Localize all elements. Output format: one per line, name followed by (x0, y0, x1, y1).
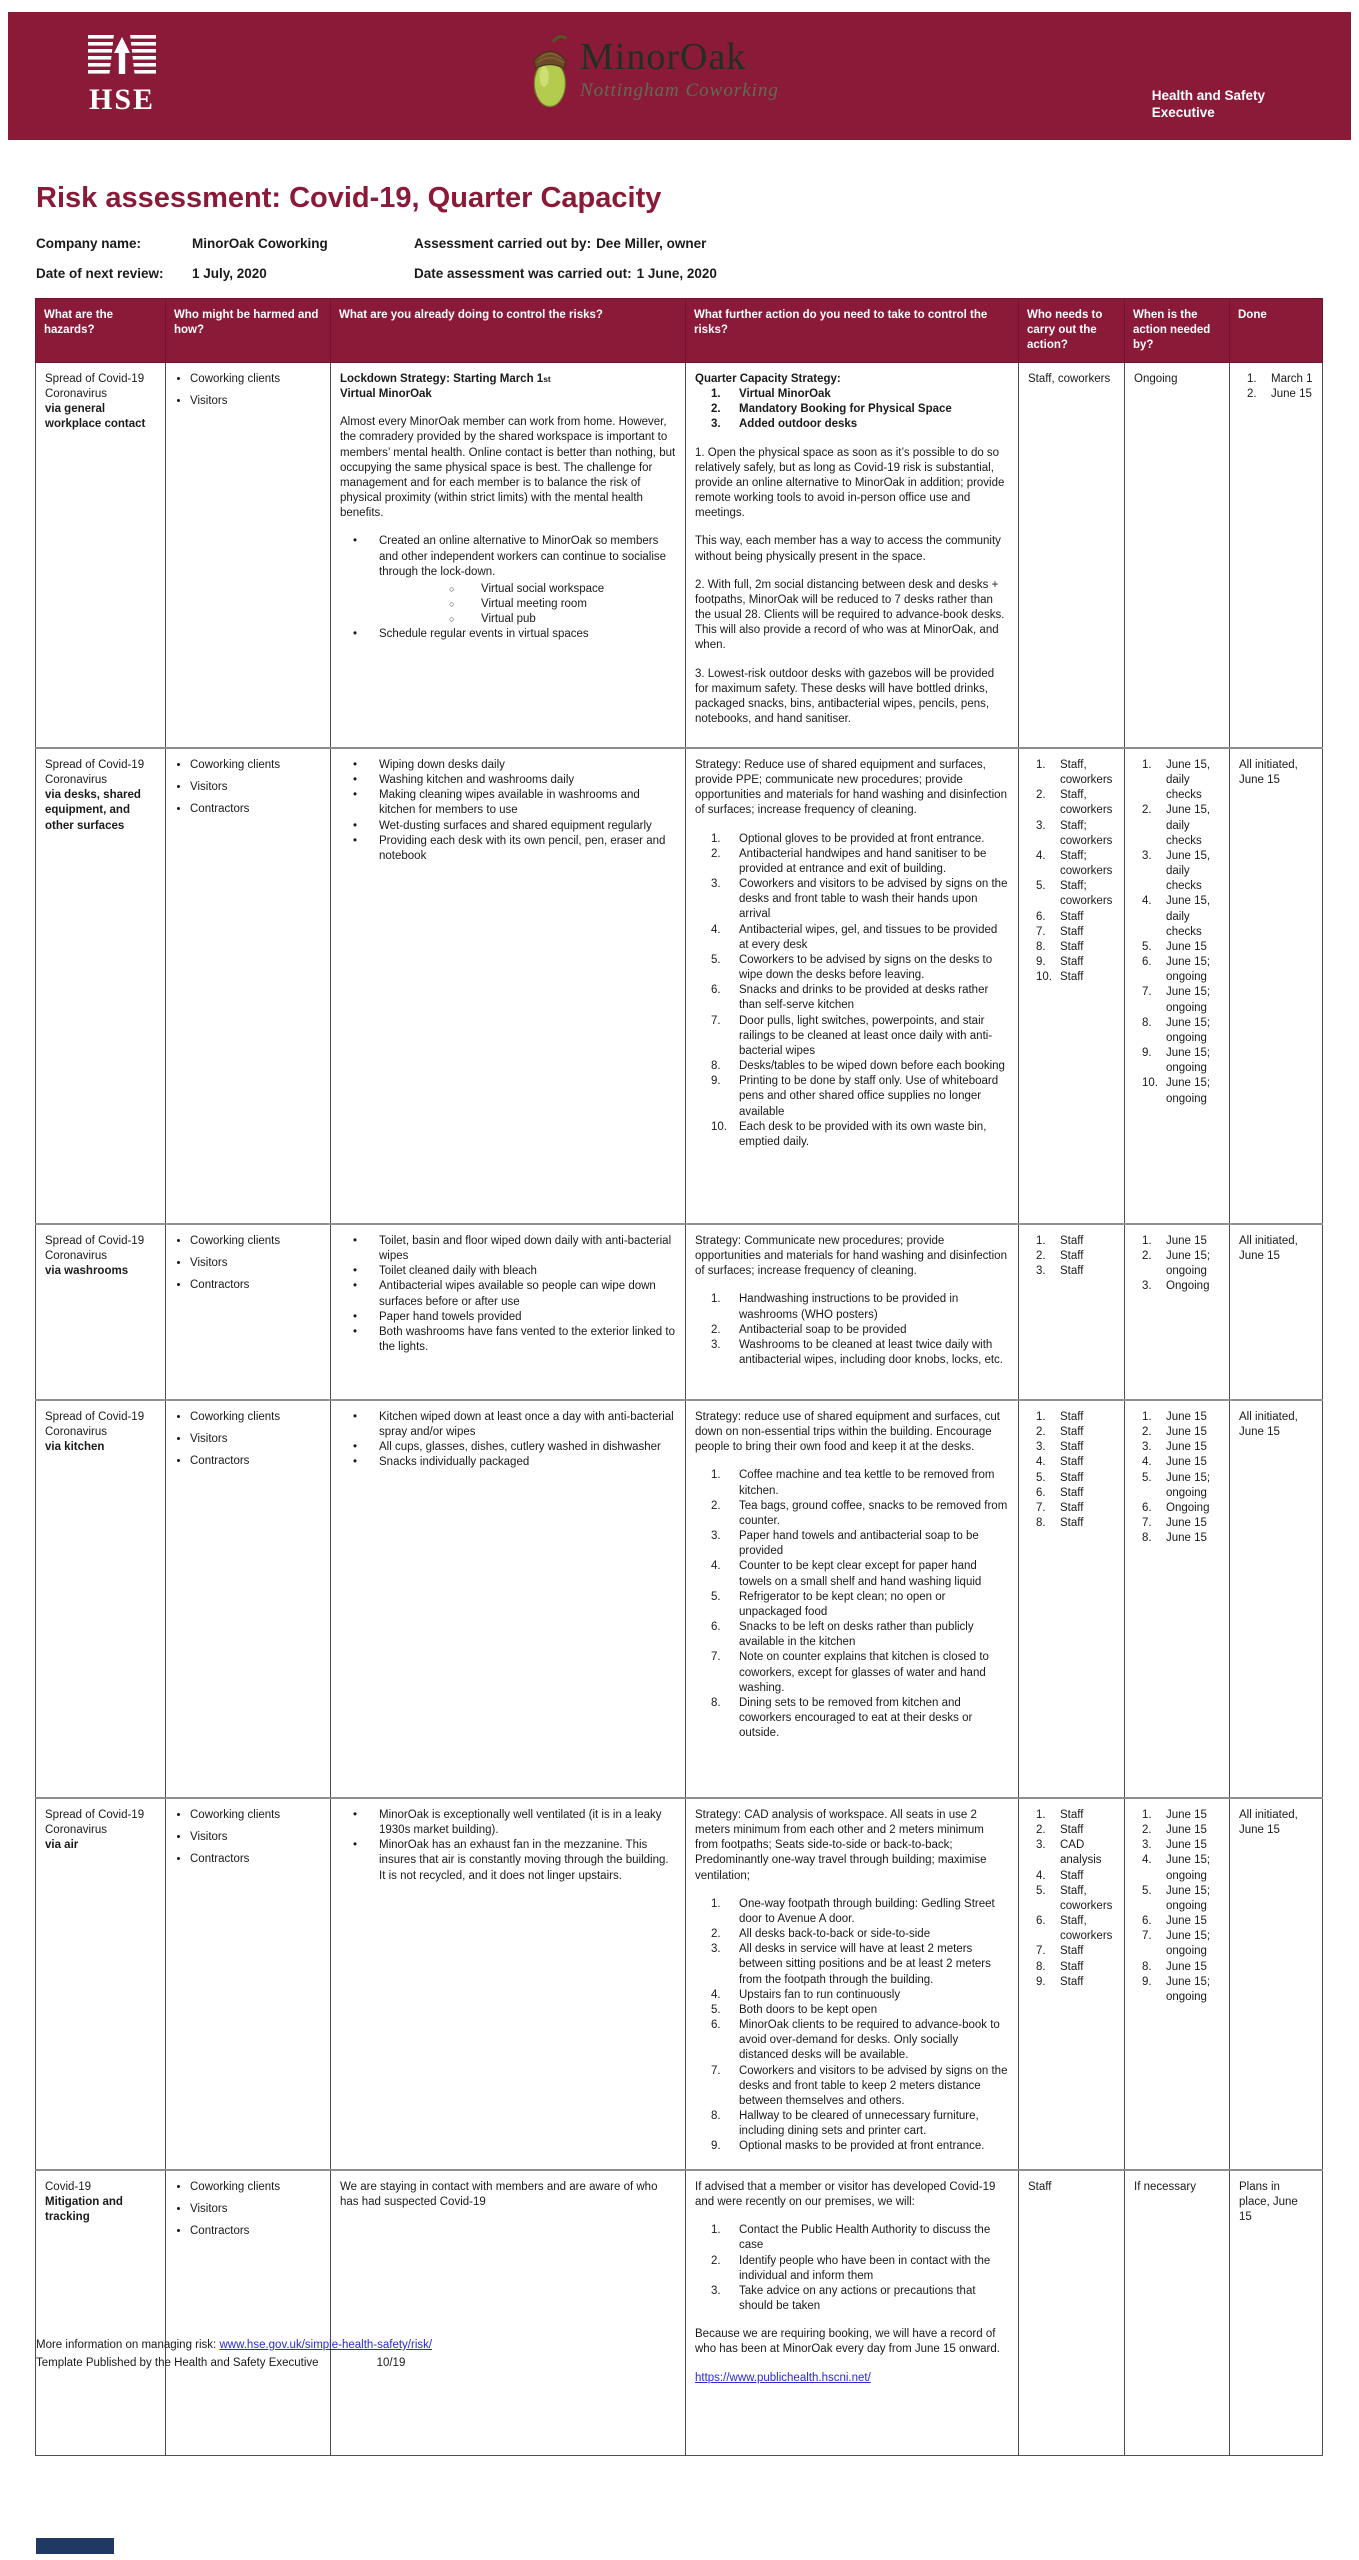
list-item: • Contractors (190, 1454, 321, 1469)
cell-further-actions (686, 748, 1019, 1224)
list-item: Staff, coworkers (1060, 1884, 1113, 1912)
list-item: One-way footpath through building: Gedling Street door to Avenue A door. (739, 1897, 995, 1925)
assessor-label: Assessment carried out by: (414, 236, 592, 251)
list-item: June 15, daily checks (1166, 849, 1211, 893)
cell-action-owner (1019, 1400, 1125, 1798)
paragraph: Ongoing (1134, 372, 1178, 385)
assessment-meta (36, 236, 717, 296)
cell-further-actions (686, 362, 1019, 748)
hazard-emphasis: via air (45, 1839, 79, 1852)
cell-who-harmed (166, 1224, 331, 1400)
list-item: Staff (1060, 1410, 1084, 1423)
cell-existing-controls (331, 748, 686, 1224)
list-item: Dining sets to be removed from kitchen and coworkers encouraged to eat at their desks or outside. (739, 1696, 973, 1740)
list-item: Staff; coworkers (1060, 880, 1113, 908)
minoroak-logo-text (580, 32, 779, 102)
list-item: • Coworking clients (190, 1410, 321, 1425)
cell-further-actions (686, 1798, 1019, 2170)
list-item: Ongoing (1166, 1501, 1210, 1514)
paragraph: Plans in place, June 15 (1239, 2180, 1298, 2224)
page-title: Risk assessment: Covid-19, Quarter Capacity (36, 182, 662, 214)
list-item: • Coworking clients (190, 1808, 321, 1823)
numbered-list (1028, 1234, 1115, 1280)
paragraph: Almost every MinorOak member can work from home. However, the comradery provided by the shared workspace is important to members’ mental health. Online contact is better than nothing, but occupying the same physical space is best. The challenge for management and for each member is to balance the risk of physical proximity (within strict limits) with the mental health benefits. (340, 416, 676, 520)
bullet-list (340, 534, 676, 642)
list-item: • Schedule regular events in virtual spaces (353, 627, 676, 642)
list-item: Coworkers to be advised by signs on the desks to wipe down the desks before leaving. (739, 953, 993, 982)
list-item: June 15 (1271, 387, 1312, 400)
paragraph: This way, each member has a way to access the community without being physically present in the space. (695, 535, 1001, 563)
list-item: • Contractors (190, 2224, 321, 2239)
table-row (36, 2170, 1323, 2456)
list-item: • Visitors (190, 2202, 321, 2217)
paragraph: 3. Lowest-risk outdoor desks with gazebos will be provided for maximum safety. These desks will have bottled drinks, packaged snacks, bins, antibacterial wipes, pencils, pens, notebooks, and hand sanitiser. (695, 667, 995, 726)
cell-further-actions (686, 2170, 1019, 2456)
cell-deadline (1125, 2170, 1230, 2456)
numbered-list (1134, 1410, 1220, 1547)
list-item: Staff (1060, 1456, 1084, 1469)
list-item: Staff (1060, 1425, 1084, 1438)
minoroak-logo-title: MinorOak (580, 36, 747, 78)
list-item: Added outdoor desks (739, 418, 858, 431)
numbered-list (695, 387, 1009, 433)
list-item: Snacks and drinks to be provided at desks rather than self-serve kitchen (739, 984, 989, 1012)
list-item: Staff; coworkers (1060, 849, 1113, 878)
hazard-text: Spread of Covid-19 Coronavirus (45, 1234, 145, 1262)
list-item: • Visitors (190, 1830, 321, 1845)
cell-existing-controls (331, 1798, 686, 2170)
footer-template-text: Template Published by the Health and Safety Executive (36, 2357, 319, 2370)
hazard-text: Covid-19 (45, 2180, 92, 2193)
list-item: June 15 (1166, 1915, 1207, 1928)
cell-action-owner (1019, 1798, 1125, 2170)
list-item: Staff (1060, 1265, 1084, 1278)
hse-risk-link[interactable]: www.hse.gov.uk/simple-health-safety/risk/ (219, 2339, 433, 2351)
list-item: • Wiping down desks daily (353, 758, 676, 773)
list-item: June 15; ongoing (1166, 1249, 1211, 1278)
paragraph: Staff (1028, 2180, 1052, 2193)
list-item: • Toilet, basin and floor wiped down daily with anti-bacterial wipes (353, 1234, 676, 1264)
cell-hazards (36, 1400, 166, 1798)
list-item: Antibacterial soap to be provided (739, 1323, 907, 1336)
cell-action-owner (1019, 2170, 1125, 2456)
cell-who-harmed (166, 362, 331, 748)
list-item: Staff (1060, 940, 1084, 953)
next-review-value: 1 July, 2020 (192, 266, 267, 281)
list-item: Staff (1060, 925, 1084, 938)
hse-logo-text: HSE (88, 83, 156, 116)
list-item: CAD analysis (1060, 1839, 1102, 1867)
table-row (36, 1798, 1323, 2170)
list-item: • Visitors (190, 1256, 321, 1271)
list-item: June 15; ongoing (1166, 986, 1211, 1014)
table-row (36, 362, 1323, 748)
paragraph: Staff, coworkers (1028, 372, 1111, 385)
cell-deadline (1125, 362, 1230, 748)
list-item: • Coworking clients (190, 2180, 321, 2195)
cell-existing-controls (331, 1224, 686, 1400)
list-item: June 15 (1166, 1410, 1207, 1423)
cell-existing-controls (331, 362, 686, 748)
list-item: • Toilet cleaned daily with bleach (353, 1264, 676, 1279)
list-item: June 15 (1166, 1808, 1207, 1821)
header-banner (8, 12, 1351, 140)
minoroak-logo (528, 32, 779, 112)
hazard-emphasis: via general workplace contact (45, 403, 146, 431)
list-item: Staff (1060, 1501, 1084, 1514)
strategy-heading: Lockdown Strategy: Starting March 1st Virtual MinorOak (340, 372, 551, 400)
list-item: Staff (1060, 1945, 1084, 1958)
cell-action-owner (1019, 362, 1125, 748)
numbered-list (695, 1292, 1009, 1368)
col-header-hazards: What are the hazards? (36, 299, 166, 363)
cell-action-owner (1019, 748, 1125, 1224)
list-item: Staff (1060, 1808, 1084, 1821)
list-item: Take advice on any actions or precautions that should be taken (739, 2284, 976, 2313)
list-item: June 15 (1166, 1517, 1207, 1530)
list-item: Staff (1060, 971, 1084, 984)
footer-more-info-label: More information on managing risk: (36, 2339, 220, 2351)
list-item: June 15; ongoing (1166, 1047, 1211, 1075)
list-item: Printing to be done by staff only. Use of whiteboard pens and other shared office supplies no longer available (739, 1075, 999, 1118)
list-item: Handwashing instructions to be provided in washrooms (WHO posters) (739, 1293, 959, 1321)
list-item: June 15, daily checks (1166, 758, 1211, 802)
paragraph: All initiated, June 15 (1239, 1234, 1298, 1262)
hazard-text: Spread of Covid-19 Coronavirus (45, 1808, 145, 1836)
harmed-list (175, 1808, 321, 1868)
paragraph: If necessary (1134, 2180, 1196, 2193)
list-item: Staff, coworkers (1060, 789, 1113, 817)
list-item: Virtual MinorOak (739, 387, 831, 400)
list-item: June 15; ongoing (1166, 1854, 1211, 1882)
meta-row-2 (36, 266, 717, 281)
list-item: Snacks to be left on desks rather than publicly available in the kitchen (739, 1621, 974, 1649)
hazard-emphasis: Mitigation and tracking (45, 2195, 123, 2224)
list-item: June 15 (1166, 1234, 1207, 1247)
numbered-list (695, 2223, 1009, 2314)
footer-template-date: 10/19 (376, 2357, 406, 2370)
list-item: Coworkers and visitors to be advised by signs on the desks and front table to wash their hands upon arrival (739, 878, 1008, 921)
cell-deadline (1125, 1400, 1230, 1798)
footer-template-line (36, 2354, 432, 2372)
list-item: June 15; ongoing (1166, 1471, 1211, 1499)
bullet-list (340, 758, 676, 864)
footer (36, 2336, 432, 2373)
cell-who-harmed (166, 748, 331, 1224)
hazard-emphasis: via kitchen (45, 1441, 105, 1454)
numbered-list (695, 1468, 1009, 1741)
list-item: Optional masks to be provided at front entrance. (739, 2140, 985, 2153)
list-item: • Coworking clients (190, 1234, 321, 1249)
numbered-list (695, 1897, 1009, 2155)
meta-row-1 (36, 236, 717, 251)
hazard-text: Spread of Covid-19 Coronavirus (45, 1410, 145, 1438)
bullet-list (340, 1234, 676, 1355)
paragraph: 2. With full, 2m social distancing between desk and desks + footpaths, MinorOak will be reduced to 7 desks rather than the usual 28. Clients will be required to advance-book desks. This will also provide a record of who was at MinorOak, and when. (695, 578, 1005, 652)
list-item: Antibacterial handwipes and hand sanitiser to be provided at entrance and exit of building. (739, 847, 987, 875)
list-item: June 15; ongoing (1166, 1016, 1211, 1044)
cell-hazards (36, 2170, 166, 2456)
list-item: • Kitchen wiped down at least once a day with anti-bacterial spray and/or wipes (353, 1410, 676, 1440)
cell-done (1230, 1798, 1323, 2170)
paragraph: 1. Open the physical space as soon as it’s possible to do so relatively safely, but as long as Covid-19 risk is substantial, provide an online alternative to MinorOak in addition; provide remote working tools to avoid in-person office use and meetings. (695, 446, 1005, 520)
acorn-icon (528, 32, 574, 112)
list-item: • Visitors (190, 1432, 321, 1447)
list-item: Staff (1060, 1486, 1084, 1499)
list-item: Staff, coworkers (1060, 758, 1113, 786)
list-item: ○ Virtual pub (449, 612, 676, 627)
numbered-list (1134, 1234, 1220, 1295)
list-item: • Antibacterial wipes available so people can wipe down surfaces before or after use (353, 1279, 676, 1309)
public-health-link[interactable]: https://www.publichealth.hscni.net/ (695, 2371, 871, 2384)
list-item: • All cups, glasses, dishes, cutlery washed in dishwasher (353, 1440, 676, 1455)
list-item: Each desk to be provided with its own waste bin, emptied daily. (739, 1120, 987, 1148)
list-item: • Providing each desk with its own pencil, pen, eraser and notebook (353, 834, 676, 864)
list-item: • Making cleaning wipes available in washrooms and kitchen for members to use (353, 788, 676, 818)
list-item: June 15 (1166, 1425, 1207, 1438)
list-item: Antibacterial wipes, gel, and tissues to be provided at every desk (739, 923, 998, 951)
cell-hazards (36, 1224, 166, 1400)
table-row (36, 1224, 1323, 1400)
cell-done (1230, 2170, 1323, 2456)
list-item: Note on counter explains that kitchen is closed to coworkers, except for glasses of water and hand washing. (739, 1651, 989, 1694)
list-item: Staff (1060, 910, 1084, 923)
list-item: • Visitors (190, 394, 321, 409)
col-header-action-owner: Who needs to carry out the action? (1019, 299, 1125, 363)
cell-hazards (36, 1798, 166, 2170)
company-name-value: MinorOak Coworking (192, 236, 328, 251)
col-header-further-action: What further action do you need to take to control the risks? (686, 299, 1019, 363)
paragraph: If advised that a member or visitor has developed Covid-19 and were recently on our premises, we will: (695, 2180, 996, 2208)
cell-further-actions (686, 1400, 1019, 1798)
cell-done (1230, 362, 1323, 748)
list-item: • Coworking clients (190, 372, 321, 387)
list-item: • MinorOak has an exhaust fan in the mezzanine. This insures that air is constantly moving through the building. It is not recycled, and it does not linger upstairs. (353, 1838, 676, 1884)
list-item: • Paper hand towels provided (353, 1310, 676, 1325)
list-item: March 1 (1271, 372, 1313, 385)
hazard-text: Spread of Covid-19 Coronavirus (45, 758, 145, 786)
list-item: • Contractors (190, 802, 321, 817)
numbered-list (1134, 1808, 1220, 2005)
list-item: Paper hand towels and antibacterial soap to be provided (739, 1530, 979, 1558)
list-item: June 15, daily checks (1166, 895, 1211, 938)
list-item: • Washing kitchen and washrooms daily (353, 773, 676, 788)
list-item: All desks back-to-back or side-to-side (739, 1928, 931, 1941)
strategy-heading: Quarter Capacity Strategy: (695, 372, 841, 385)
list-item: Staff (1060, 1471, 1084, 1484)
risk-assessment-table (35, 298, 1323, 2456)
cell-hazards (36, 748, 166, 1224)
paragraph: Because we are requiring booking, we will have a record of who has been at MinorOak every day from June 15 onward. (695, 2328, 1000, 2356)
hse-brand-line1: Health and Safety (1151, 87, 1265, 103)
list-item: • Contractors (190, 1278, 321, 1293)
list-item: Optional gloves to be provided at front entrance. (739, 832, 985, 845)
bullet-list (340, 1808, 676, 1884)
list-item: Both doors to be kept open (739, 2003, 878, 2016)
cell-who-harmed (166, 2170, 331, 2456)
table-row (36, 748, 1323, 1224)
list-item: Staff (1060, 1517, 1084, 1530)
list-item: Staff; coworkers (1060, 819, 1113, 847)
paragraph: Strategy: Communicate new procedures; provide opportunities and materials for hand washing and disinfection of surfaces; increase frequency of cleaning. (695, 1234, 1007, 1278)
list-item: June 15, daily checks (1166, 804, 1211, 847)
list-item: Desks/tables to be wiped down before each booking (739, 1060, 1005, 1073)
list-item: Staff (1060, 956, 1084, 969)
paragraph: We are staying in contact with members and are aware of who has had suspected Covid-19 (340, 2180, 658, 2208)
list-item: • Visitors (190, 780, 321, 795)
cell-done (1230, 1400, 1323, 1798)
cell-who-harmed (166, 1798, 331, 2170)
list-item: June 15 (1166, 1823, 1207, 1836)
list-item: ○ Virtual social workspace (449, 582, 676, 597)
list-item: Identify people who have been in contact with the individual and inform them (739, 2254, 991, 2282)
list-item: June 15 (1166, 1960, 1207, 1973)
list-item: Washrooms to be cleaned at least twice daily with antibacterial wipes, including door knobs, locks, etc. (739, 1338, 1004, 1367)
col-header-deadline: When is the action needed by? (1125, 299, 1230, 363)
list-item: Staff (1060, 1869, 1084, 1882)
list-item: Upstairs fan to run continuously (739, 1988, 901, 2001)
harmed-list (175, 2180, 321, 2240)
list-item: Tea bags, ground coffee, snacks to be removed from counter. (739, 1499, 1008, 1527)
cell-deadline (1125, 1224, 1230, 1400)
list-item: Door pulls, light switches, powerpoints, and stair railings to be cleaned at least once daily with anti-bacterial wipes (739, 1014, 993, 1057)
list-item: MinorOak clients to be required to advance-book to avoid over-demand for desks. Only socially distanced desks will be available. (739, 2019, 1000, 2062)
sub-bullet-list (379, 582, 676, 628)
list-item: Staff (1060, 1823, 1084, 1836)
col-header-harmed: Who might be harmed and how? (166, 299, 331, 363)
numbered-list (1028, 1808, 1115, 1990)
list-item: June 15; ongoing (1166, 956, 1211, 984)
list-item: June 15 (1166, 1456, 1207, 1469)
cell-action-owner (1019, 1224, 1125, 1400)
hazard-emphasis: via washrooms (45, 1265, 129, 1278)
list-item: Staff, coworkers (1060, 1915, 1113, 1943)
list-item: • MinorOak is exceptionally well ventilated (it is in a leaky 1930s market building). (353, 1808, 676, 1838)
list-item: ○ Virtual meeting room (449, 597, 676, 612)
numbered-list (1028, 1410, 1115, 1531)
harmed-list (175, 758, 321, 818)
footer-more-info (36, 2336, 432, 2354)
list-item: June 15 (1166, 1839, 1207, 1852)
list-item: Counter to be kept clear except for paper hand towels on a small shelf and hand washing liquid (739, 1560, 982, 1588)
cell-who-harmed (166, 1400, 331, 1798)
list-item: Hallway to be cleared of unnecessary furniture, including dining sets and printer cart. (739, 2110, 979, 2138)
harmed-list (175, 1410, 321, 1470)
list-item: Refrigerator to be kept clean; no open or unpackaged food (739, 1590, 946, 1618)
paragraph: All initiated, June 15 (1239, 758, 1298, 786)
list-item: Staff (1060, 1234, 1084, 1247)
cell-deadline (1125, 748, 1230, 1224)
list-item: June 15 (1166, 1441, 1207, 1454)
hse-brand-text (1152, 87, 1265, 122)
paragraph: Strategy: reduce use of shared equipment and surfaces, cut down on non-essential trips within the building. Encourage people to bring their own food and keep it at the desks. (695, 1410, 1000, 1454)
harmed-list (175, 372, 321, 409)
list-item: June 15; ongoing (1166, 1884, 1211, 1912)
list-item: June 15; ongoing (1166, 1077, 1211, 1105)
hse-logo-mark (88, 34, 156, 78)
list-item: • Created an online alternative to MinorOak so members and other independent workers can continue to socialise through the lock-down. ○ Virtual social workspace ○ Virtual meeting room ○ Virtual pub (353, 534, 676, 627)
next-review-label: Date of next review: (36, 266, 164, 281)
assessor-value: Dee Miller, owner (596, 236, 707, 251)
hazard-text: Spread of Covid-19 Coronavirus (45, 372, 145, 400)
numbered-list (1028, 758, 1115, 986)
col-header-controls: What are you already doing to control the risks? (331, 299, 686, 363)
cell-done (1230, 1224, 1323, 1400)
paragraph: All initiated, June 15 (1239, 1808, 1298, 1836)
list-item: Ongoing (1166, 1280, 1210, 1293)
cell-deadline (1125, 1798, 1230, 2170)
minoroak-logo-subtitle: Nottingham Coworking (580, 80, 779, 101)
numbered-list (1134, 758, 1220, 1107)
link-paragraph[interactable] (695, 2371, 1009, 2386)
list-item: Staff (1060, 1975, 1084, 1988)
paragraph: All initiated, June 15 (1239, 1410, 1298, 1438)
list-item: Staff (1060, 1960, 1084, 1973)
list-item: • Both washrooms have fans vented to the exterior linked to the lights. (353, 1325, 676, 1355)
col-header-done: Done (1230, 299, 1323, 363)
list-item: Staff (1060, 1249, 1084, 1262)
hse-brand-line2: Executive (1151, 105, 1215, 121)
list-item: Coffee machine and tea kettle to be removed from kitchen. (739, 1469, 995, 1497)
bottom-page-marker (36, 2538, 114, 2554)
paragraph: Strategy: CAD analysis of workspace. All seats in use 2 meters minimum from each other and 2 meters minimum from footpaths; Seats side-to-side or back-to-back; Predominantly one-way travel through building; maximise ventilation; (695, 1808, 987, 1882)
list-item: • Contractors (190, 1852, 321, 1867)
carried-out-label: Date assessment was carried out: (414, 266, 632, 281)
list-item: • Wet-dusting surfaces and shared equipment regularly (353, 819, 676, 834)
hazard-emphasis: via desks, shared equipment, and other surfaces (45, 789, 141, 832)
table-header-row (36, 299, 1323, 363)
list-item: • Coworking clients (190, 758, 321, 773)
bullet-list (340, 1410, 676, 1471)
cell-further-actions (686, 1224, 1019, 1400)
harmed-list (175, 1234, 321, 1294)
company-name-label: Company name: (36, 236, 142, 251)
table-row (36, 1400, 1323, 1798)
paragraph: Strategy: Reduce use of shared equipment and surfaces, provide PPE; communicate new procedures; provide opportunities and materials for hand washing and disinfection of surfaces; increase frequency of cleaning. (695, 758, 1007, 817)
list-item: Mandatory Booking for Physical Space (739, 403, 952, 416)
cell-existing-controls (331, 1400, 686, 1798)
numbered-list (695, 832, 1009, 1151)
list-item: Contact the Public Health Authority to discuss the case (739, 2224, 991, 2252)
numbered-list (1239, 372, 1313, 402)
list-item: Coworkers and visitors to be advised by signs on the desks and front table to keep 2 meters distance between themselves and others. (739, 2064, 1008, 2107)
list-item: June 15 (1166, 940, 1207, 953)
list-item: June 15 (1166, 1532, 1207, 1545)
list-item: All desks in service will have at least 2 meters between sitting positions and be at least 2 meters from the footpath through the building. (739, 1943, 991, 1986)
list-item: Staff (1060, 1441, 1084, 1454)
carried-out-value: 1 June, 2020 (636, 266, 717, 281)
cell-done (1230, 748, 1323, 1224)
cell-existing-controls (331, 2170, 686, 2456)
list-item: June 15; ongoing (1166, 1975, 1211, 2003)
hse-logo (86, 34, 158, 115)
list-item: • Snacks individually packaged (353, 1455, 676, 1470)
list-item: June 15; ongoing (1166, 1930, 1211, 1958)
cell-hazards (36, 362, 166, 748)
